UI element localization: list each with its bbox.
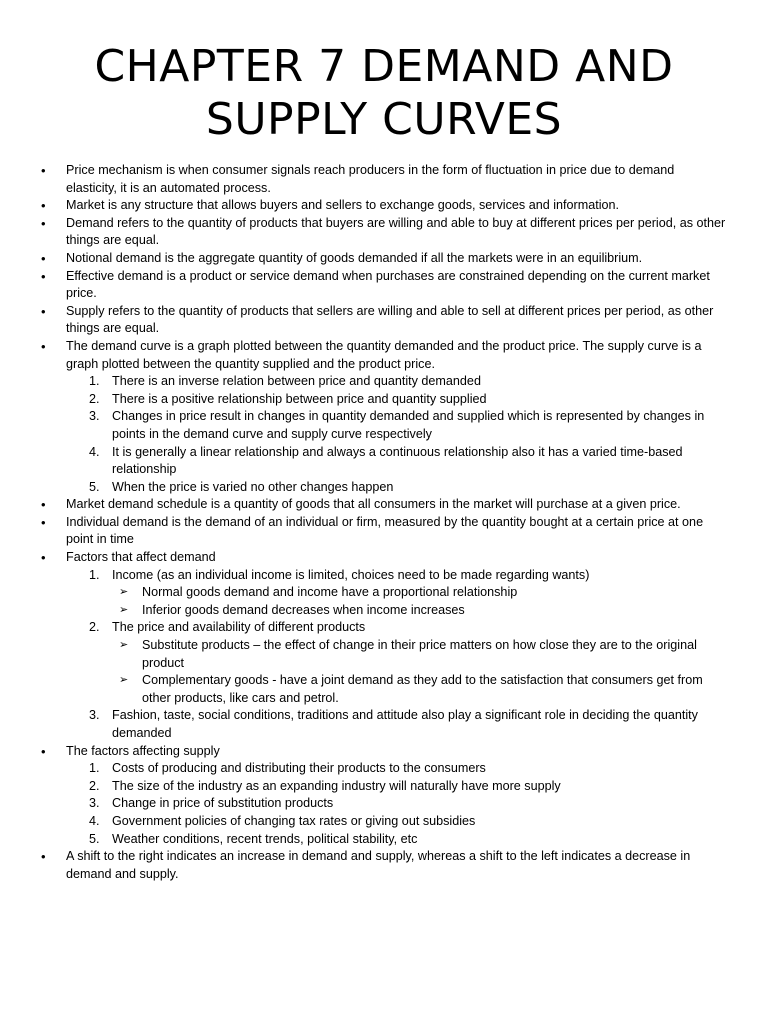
item-text: The price and availability of different products <box>112 620 366 635</box>
item-text: Weather conditions, recent trends, political stability, etc <box>112 831 418 846</box>
numbered-item <box>0 813 768 831</box>
bullet-item <box>0 848 768 883</box>
bullet-marker: • <box>41 163 46 178</box>
item-text: Costs of producing and distributing their products to the consumers <box>112 761 486 776</box>
item-text: There is a positive relationship between price and quantity supplied <box>112 391 487 406</box>
bullet-marker: • <box>41 268 46 284</box>
bullet-marker: • <box>41 250 46 266</box>
numbered-item <box>0 795 768 813</box>
bullet-item <box>0 514 768 549</box>
item-text: The demand curve is a graph plotted between the quantity demanded and the product price. The supply curve is a graph plotted between the quantity supplied and the product price. <box>66 338 702 371</box>
numbered-item <box>0 391 768 409</box>
numbered-item <box>0 831 768 849</box>
item-text: When the price is varied no other changes happen <box>112 479 394 494</box>
item-text: The factors affecting supply <box>66 743 220 758</box>
arrow-subitem <box>0 637 768 672</box>
number-marker: 5. <box>89 479 100 494</box>
numbered-item <box>0 778 768 796</box>
item-text: Effective demand is a product or service demand when purchases are constrained depending on the current market price. <box>66 268 710 301</box>
arrow-bullet-icon: ➢ <box>119 674 129 687</box>
item-text: Market is any structure that allows buyers and sellers to exchange goods, services and information. <box>66 198 619 213</box>
item-text: The size of the industry as an expanding industry will naturally have more supply <box>112 778 561 793</box>
item-text: Factors that affect demand <box>66 550 216 565</box>
bullet-item <box>0 303 768 338</box>
item-text: Normal goods demand and income have a proportional relationship <box>142 585 518 600</box>
item-text: Government policies of changing tax rates or giving out subsidies <box>112 813 476 828</box>
bullet-marker: • <box>41 550 46 566</box>
item-text: Changes in price result in changes in quantity demanded and supplied which is represented by changes in points in the demand curve and supply curve respectively <box>112 409 705 441</box>
bullet-marker: • <box>41 743 46 759</box>
arrow-bullet-icon: ➢ <box>119 586 129 599</box>
item-text: Inferior goods demand decreases when income increases <box>142 602 465 617</box>
numbered-item <box>0 707 768 742</box>
item-text: Change in price of substitution products <box>112 796 334 811</box>
number-marker: 1. <box>89 761 100 776</box>
page-title: CHAPTER 7 DEMAND AND SUPPLY CURVES <box>94 41 674 145</box>
number-marker: 3. <box>89 409 100 424</box>
arrow-bullet-icon: ➢ <box>119 603 129 616</box>
arrow-subitem <box>0 672 768 707</box>
bullet-marker: • <box>41 198 46 214</box>
item-text: It is generally a linear relationship and always a continuous relationship also it has a varied time-based relationship <box>112 444 683 477</box>
bullet-marker: • <box>41 215 46 231</box>
numbered-item <box>0 760 768 778</box>
bullet-marker: • <box>41 849 46 865</box>
arrow-bullet-icon: ➢ <box>119 639 129 652</box>
bullet-marker: • <box>41 514 46 530</box>
bullet-item <box>0 549 768 567</box>
bullet-item <box>0 338 768 373</box>
bullet-item <box>0 496 768 514</box>
numbered-item <box>0 567 768 585</box>
number-marker: 5. <box>89 831 100 846</box>
bullet-item <box>0 250 768 268</box>
item-text: Substitute products – the effect of change in their price matters on how close they are to the original product <box>142 638 697 670</box>
item-text: Notional demand is the aggregate quantity of goods demanded if all the markets were in an equilibrium. <box>66 250 643 265</box>
bullet-item <box>0 268 768 303</box>
bullet-marker: • <box>41 338 46 354</box>
item-text: A shift to the right indicates an increase in demand and supply, whereas a shift to the left indicates a decrease in demand and supply. <box>66 849 691 881</box>
arrow-subitem <box>0 602 768 620</box>
number-marker: 3. <box>89 708 100 723</box>
item-text: Income (as an individual income is limited, choices need to be made regarding wants) <box>112 567 590 582</box>
item-text: Price mechanism is when consumer signals reach producers in the form of fluctuation in price due to demand elasticity, it is an automated process. <box>66 163 675 195</box>
numbered-item <box>0 408 768 443</box>
item-text: Complementary goods - have a joint demand as they add to the satisfaction that consumers get from other products, like cars and petrol. <box>142 673 703 705</box>
item-text: Fashion, taste, social conditions, traditions and attitude also play a significant role in deciding the quantity demanded <box>112 708 698 740</box>
numbered-item <box>0 444 768 479</box>
numbered-item <box>0 479 768 497</box>
numbered-item <box>0 373 768 391</box>
bullet-item <box>0 743 768 761</box>
number-marker: 1. <box>89 374 100 389</box>
bullet-item <box>0 197 768 215</box>
number-marker: 2. <box>89 391 100 406</box>
item-text: Market demand schedule is a quantity of goods that all consumers in the market will purchase at a given price. <box>66 497 681 512</box>
number-marker: 2. <box>89 620 100 635</box>
item-text: Demand refers to the quantity of products that buyers are willing and able to buy at different prices per period, as other things are equal. <box>66 215 726 248</box>
number-marker: 2. <box>89 778 100 793</box>
arrow-subitem <box>0 584 768 602</box>
number-marker: 3. <box>89 796 100 811</box>
bullet-marker: • <box>41 303 46 319</box>
item-text: Supply refers to the quantity of products that sellers are willing and able to sell at different prices per period, as other things are equal. <box>66 303 714 336</box>
bullet-item <box>0 162 768 197</box>
item-text: Individual demand is the demand of an individual or firm, measured by the quantity bought at a certain price at one point in time <box>66 514 704 547</box>
number-marker: 4. <box>89 813 100 828</box>
bullet-item <box>0 215 768 250</box>
notes-list <box>0 162 768 883</box>
item-text: There is an inverse relation between price and quantity demanded <box>112 374 481 389</box>
number-marker: 4. <box>89 444 100 459</box>
number-marker: 1. <box>89 567 100 582</box>
numbered-item <box>0 619 768 637</box>
bullet-marker: • <box>41 497 46 513</box>
